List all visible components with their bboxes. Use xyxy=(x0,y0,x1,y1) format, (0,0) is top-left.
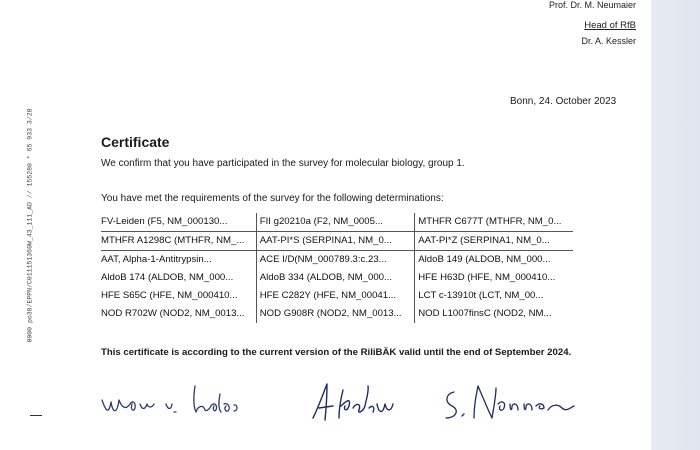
table-row xyxy=(101,213,573,232)
signatory-name-2: Dr. A. Kessler xyxy=(581,36,636,46)
signature-1 xyxy=(100,378,280,428)
determination-cell: AldoB 174 (ALDOB, NM_000... xyxy=(101,272,234,283)
validity-statement: This certificate is according to the current version of the RiliBÄK valid until the end of September 2024. xyxy=(101,347,572,358)
signatory-name-1: Prof. Dr. M. Neumaier xyxy=(548,0,636,10)
determination-cell: AAT-PI*S (SERPINA1, NM_0... xyxy=(256,232,415,251)
determinations-table xyxy=(101,213,573,323)
issue-date: Bonn, 24. October 2023 xyxy=(510,96,617,107)
determination-cell: MTHFR A1298C (MTHFR, NM_... xyxy=(101,232,256,251)
determination-cell: AAT-PI*Z (SERPINA1, NM_0... xyxy=(415,232,573,251)
determination-cell: MTHFR C677T (MTHFR, NM_0... xyxy=(415,213,573,232)
document-reference-code: 0000 po38/EPPN/C011151360W_43_111_AD // 155280 * 65 933 3/28 xyxy=(26,108,34,343)
document-title: Certificate xyxy=(101,134,170,150)
determination-cell: ACE I/D(NM_000789.3:c.23... xyxy=(256,251,415,270)
table-row xyxy=(101,232,573,251)
determination-cell: AldoB 149 (ALDOB, NM_000... xyxy=(415,251,573,270)
determination-cell: FV-Leiden (F5, NM_000130... xyxy=(101,213,256,232)
signature-2 xyxy=(305,378,415,428)
determination-cell: HFE S65C (HFE, NM_000410... xyxy=(101,290,238,301)
determination-cell: AAT, Alpha-1-Antitrypsin... xyxy=(101,254,212,265)
table-row xyxy=(101,269,573,287)
determination-cell: LCT c-13910t (LCT, NM_00... xyxy=(415,287,573,305)
determination-cell: HFE C282Y (HFE, NM_00041... xyxy=(256,287,415,305)
participation-text: We confirm that you have participated in the survey for molecular biology, group 1. xyxy=(101,158,465,169)
determination-cell: AldoB 334 (ALDOB, NM_000... xyxy=(256,269,415,287)
signature-3 xyxy=(440,378,580,428)
fold-mark xyxy=(30,415,42,416)
determination-cell: FII g20210a (F2, NM_0005... xyxy=(256,213,415,232)
table-row xyxy=(101,305,573,323)
determination-cell: NOD R702W (NOD2, NM_0013... xyxy=(101,308,245,319)
signatory-role: Head of RfB xyxy=(584,20,636,31)
page-edge-strip xyxy=(651,0,700,450)
determination-cell: HFE H63D (HFE, NM_000410... xyxy=(415,269,573,287)
determination-cell: NOD G908R (NOD2, NM_0013... xyxy=(256,305,415,323)
table-row xyxy=(101,287,573,305)
table-row xyxy=(101,251,573,270)
requirements-text: You have met the requirements of the survey for the following determinations: xyxy=(101,193,444,204)
determination-cell: NOD L1007finsC (NOD2, NM... xyxy=(415,305,573,323)
